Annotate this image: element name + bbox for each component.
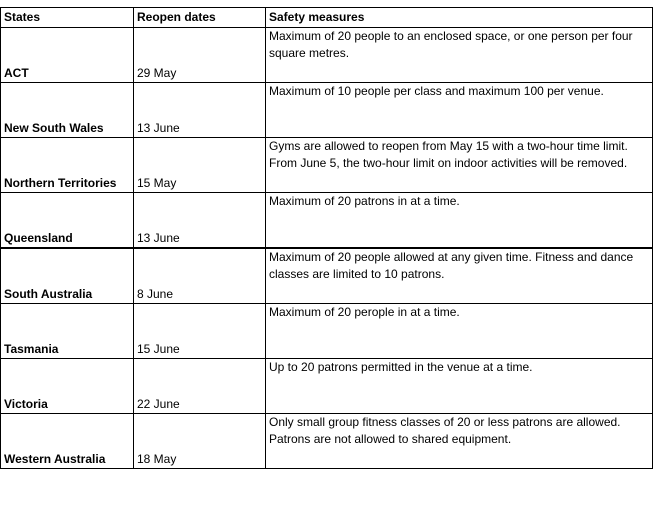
state-cell: Queensland bbox=[1, 193, 134, 249]
safety-measures-cell: Maximum of 20 perople in at a time. bbox=[266, 304, 653, 359]
state-cell: New South Wales bbox=[1, 83, 134, 138]
header-states: States bbox=[1, 8, 134, 28]
state-cell: Western Australia bbox=[1, 414, 134, 469]
safety-measures-cell: Maximum of 10 people per class and maximum 100 per venue. bbox=[266, 83, 653, 138]
state-cell: Northern Territories bbox=[1, 138, 134, 193]
reopen-date-cell: 15 May bbox=[134, 138, 266, 193]
table-row bbox=[1, 304, 653, 359]
safety-measures-cell: Maximum of 20 people to an enclosed space, or one person per four square metres. bbox=[266, 28, 653, 83]
header-safety-measures: Safety measures bbox=[266, 8, 653, 28]
table-row bbox=[1, 359, 653, 414]
state-cell: ACT bbox=[1, 28, 134, 83]
header-row bbox=[1, 8, 653, 28]
state-cell: Victoria bbox=[1, 359, 134, 414]
safety-measures-cell: Gyms are allowed to reopen from May 15 with a two-hour time limit. From June 5, the two-hour limit on indoor activities will be removed. bbox=[266, 138, 653, 193]
safety-measures-cell: Only small group fitness classes of 20 or less patrons are allowed. Patrons are not allowed to shared equipment. bbox=[266, 414, 653, 469]
table-row bbox=[1, 248, 653, 304]
reopening-table bbox=[0, 7, 653, 469]
safety-measures-cell: Maximum of 20 people allowed at any given time. Fitness and dance classes are limited to 10 patrons. bbox=[266, 248, 653, 304]
table-row bbox=[1, 193, 653, 249]
table-row bbox=[1, 28, 653, 83]
safety-measures-cell: Up to 20 patrons permitted in the venue at a time. bbox=[266, 359, 653, 414]
reopen-date-cell: 13 June bbox=[134, 193, 266, 249]
reopen-date-cell: 8 June bbox=[134, 248, 266, 304]
state-cell: South Australia bbox=[1, 248, 134, 304]
state-cell: Tasmania bbox=[1, 304, 134, 359]
reopen-date-cell: 22 June bbox=[134, 359, 266, 414]
table-row bbox=[1, 414, 653, 469]
table-row bbox=[1, 83, 653, 138]
reopen-date-cell: 13 June bbox=[134, 83, 266, 138]
safety-measures-cell: Maximum of 20 patrons in at a time. bbox=[266, 193, 653, 249]
header-reopen-dates: Reopen dates bbox=[134, 8, 266, 28]
reopen-date-cell: 18 May bbox=[134, 414, 266, 469]
table-row bbox=[1, 138, 653, 193]
reopen-date-cell: 15 June bbox=[134, 304, 266, 359]
reopen-date-cell: 29 May bbox=[134, 28, 266, 83]
